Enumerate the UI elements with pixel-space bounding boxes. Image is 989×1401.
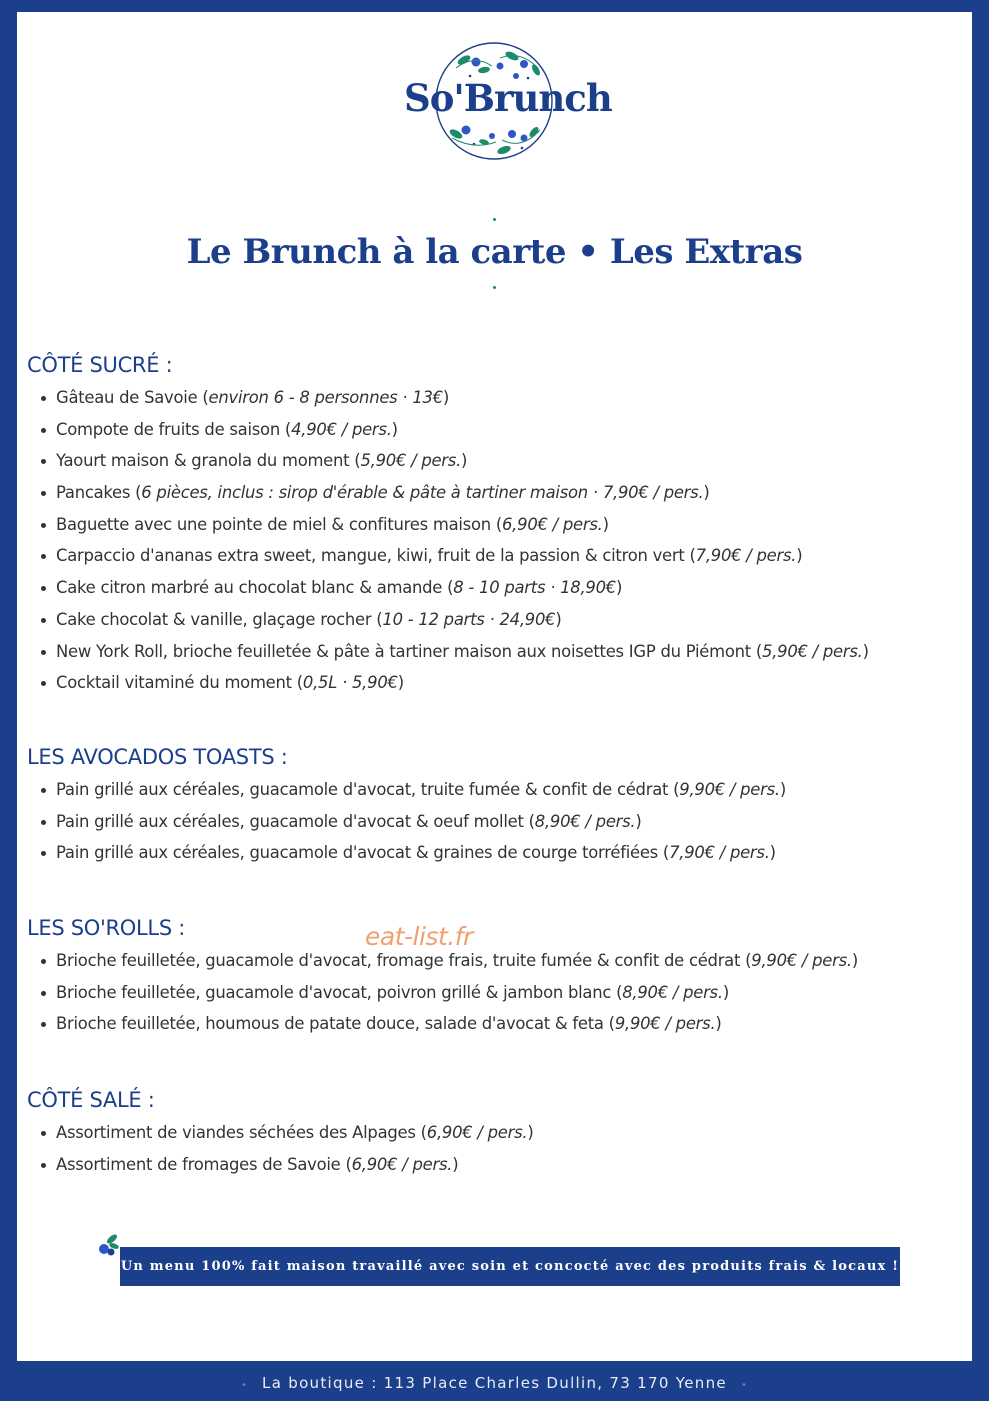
list-item: Yaourt maison & granola du moment (5,90€ / pers.) [27, 445, 967, 477]
list-item: Cake citron marbré au chocolat blanc & amande (8 - 10 parts · 18,90€) [27, 572, 967, 604]
footer-text: La boutique : 113 Place Charles Dullin, 73 170 Yenne [262, 1374, 727, 1392]
list-item: Baguette avec une pointe de miel & confitures maison (6,90€ / pers.) [27, 509, 967, 541]
list-item: Cocktail vitaminé du moment (0,5L · 5,90€) [27, 667, 967, 699]
section-cote-sale [27, 1083, 967, 1180]
list-item: Brioche feuilletée, guacamole d'avocat, poivron grillé & jambon blanc (8,90€ / pers.) [27, 977, 967, 1009]
list-item: Compote de fruits de saison (4,90€ / pers.) [27, 414, 967, 446]
footer-dot-icon: • [740, 1380, 749, 1391]
section-heading: LES SO'ROLLS : [27, 916, 186, 940]
list-item: Pain grillé aux céréales, guacamole d'avocat & oeuf mollet (8,90€ / pers.) [27, 806, 967, 838]
list-item: Assortiment de fromages de Savoie (6,90€ / pers.) [27, 1149, 967, 1181]
divider-dot-top [493, 218, 496, 221]
watermark: eat-list.fr [365, 922, 473, 951]
footer-dot-icon: • [240, 1380, 249, 1391]
menu-page [17, 12, 972, 1361]
list-item: Brioche feuilletée, guacamole d'avocat, fromage frais, truite fumée & confit de cédrat (9,90€ / pers.) [27, 945, 967, 977]
list-item: Pain grillé aux céréales, guacamole d'avocat, truite fumée & confit de cédrat (9,90€ / pers.) [27, 774, 967, 806]
section-cote-sucre [27, 348, 967, 699]
list-item: Pancakes (6 pièces, inclus : sirop d'érable & pâte à tartiner maison · 7,90€ / pers.) [27, 477, 967, 509]
brand-name: So'Brunch [404, 76, 612, 120]
berry-icon [92, 1232, 122, 1260]
section-so-rolls [27, 911, 967, 1040]
section-heading: CÔTÉ SUCRÉ : [27, 353, 173, 377]
list-item: Gâteau de Savoie (environ 6 - 8 personnes · 13€) [27, 382, 967, 414]
homemade-banner: Un menu 100% fait maison travaillé avec soin et concocté avec des produits frais & locaux ! [120, 1247, 900, 1286]
list-item: Cake chocolat & vanille, glaçage rocher (10 - 12 parts · 24,90€) [27, 604, 967, 636]
list-item: Carpaccio d'ananas extra sweet, mangue, kiwi, fruit de la passion & citron vert (7,90€ / pers.) [27, 540, 967, 572]
footer-address [0, 1374, 989, 1392]
section-avocados-toasts [27, 740, 967, 869]
list-item: New York Roll, brioche feuilletée & pâte à tartiner maison aux noisettes IGP du Piémont (5,90€ / pers.) [27, 636, 967, 668]
list-item: Pain grillé aux céréales, guacamole d'avocat & graines de courge torréfiées (7,90€ / pers.) [27, 837, 967, 869]
list-item: Brioche feuilletée, houmous de patate douce, salade d'avocat & feta (9,90€ / pers.) [27, 1008, 967, 1040]
brand-logo [404, 38, 612, 164]
section-heading: LES AVOCADOS TOASTS : [27, 745, 288, 769]
list-item: Assortiment de viandes séchées des Alpages (6,90€ / pers.) [27, 1117, 967, 1149]
page-title: Le Brunch à la carte • Les Extras [186, 232, 803, 272]
divider-dot-bottom [493, 286, 496, 289]
section-heading: CÔTÉ SALÉ : [27, 1088, 155, 1112]
